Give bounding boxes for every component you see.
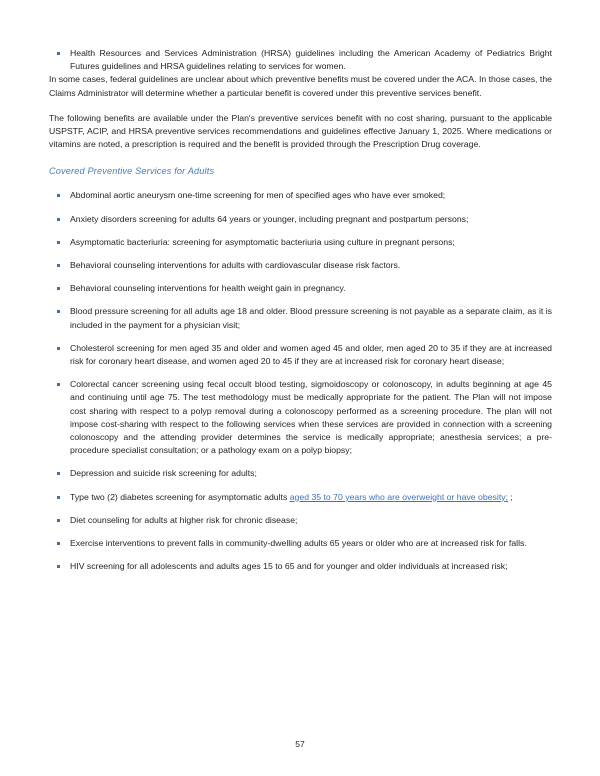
page-number: 57 [295,739,305,749]
diabetes-criteria-link[interactable] [290,492,508,502]
bullet-square-icon [57,218,60,221]
list-item-text: Diet counseling for adults at higher risk for chronic disease; [70,514,298,525]
list-item-text: Colorectal cancer screening using fecal occult blood testing, sigmoidoscopy or colonoscopy, in adults beginning at age 45 and continuing until age 75. The test methodology must be medically appropriate for the patient. The Plan will not impose cost sharing with respect to a polyp removal during a colonoscopy performed as a screening procedure. The plan will not impose cost-sharing with respect to the following services when these services are provided in connection with a screening colonoscopy and the attending provider determines the service is medically appropriate; anesthesia services; a pre-procedure specialist consultation; or a pathology exam on a polyp biopsy; [70,379,552,456]
bullet-square-icon [57,542,60,545]
diabetes-criteria-link-suffix: ; [505,491,508,502]
bullet-square-icon [57,241,60,244]
list-item-text: Depression and suicide risk screening for adults; [70,468,257,479]
bullet-square-icon [57,565,60,568]
list-item-text: Exercise interventions to prevent falls in community-dwelling adults 65 years or older who are at increased risk for falls. [70,538,527,549]
paragraph-benefits-available: The following benefits are available under the Plan's preventive services benefit with no cost sharing, pursuant to the applicable USPSTF, ACIP, and HRSA preventive services recommendations and guidelines effective January 1, 2025. Where medications or vitamins are noted, a prescription is required and the benefit is provided through the Prescription Drug coverage. [49,112,552,150]
list-item-text: Abdominal aortic aneurysm one-time screening for men of specified ages who have ever smoked; [70,190,446,201]
paragraph-unclear-guidelines: In some cases, federal guidelines are unclear about which preventive benefits must be covered under the ACA. In those cases, the Claims Administrator will determine whether a particular benefit is covered under this preventive services benefit. [49,74,552,98]
list-item-behavioral-counseling-cardiovascular [49,259,552,272]
covered-services-list [49,189,552,573]
list-item-text-prefix: Type two (2) diabetes screening for asymptomatic adults [70,491,290,502]
list-item-hiv-screening [49,560,552,573]
list-item-cholesterol-screening [49,342,552,368]
bullet-square-icon [57,347,60,350]
list-item-type-two-diabetes-screening [49,491,552,504]
list-item-text: Asymptomatic bacteriuria: screening for asymptomatic bacteriuria using culture in pregnant persons; [70,236,455,247]
bullet-square-icon [57,52,60,55]
bullet-square-icon [57,264,60,267]
list-item-colorectal-cancer-screening [49,378,552,457]
bullet-square-icon [57,383,60,386]
list-item-exercise-interventions-falls [49,537,552,550]
list-item-text-suffix: ; [508,491,513,502]
list-item-text: Behavioral counseling interventions for adults with cardiovascular disease risk factors. [70,260,401,271]
bullet-square-icon [57,194,60,197]
list-item [49,47,552,73]
list-item-text: Anxiety disorders screening for adults 64 years or younger, including pregnant and postpartum persons; [70,213,469,224]
page-content [49,47,552,573]
bullet-square-icon [57,287,60,290]
list-item-behavioral-counseling-weight-gain [49,282,552,295]
list-item-text: HIV screening for all adolescents and adults ages 15 to 65 and for younger and older individuals at increased risk; [70,561,508,572]
list-item-text: Behavioral counseling interventions for health weight gain in pregnancy. [70,283,346,294]
diabetes-criteria-link-text: aged 35 to 70 years who are overweight or have obesity [289,491,506,502]
list-item-abdominal-aortic-aneurysm [49,189,552,202]
list-item-anxiety-disorders [49,213,552,226]
list-item-text: Cholesterol screening for men aged 35 and older and women aged 45 and older, men aged 20 to 35 if they are at increased risk for coronary heart disease, and women aged 20 to 45 if they are at increased risk for coronary heart disease; [70,342,552,367]
bullet-square-icon [57,519,60,522]
list-item-diet-counseling [49,514,552,527]
list-item-text: Blood pressure screening for all adults age 18 and older. Blood pressure screening is not payable as a separate claim, as it is included in the payment for a physician visit; [70,306,552,330]
list-item-asymptomatic-bacteriuria [49,236,552,249]
bullet-square-icon [57,496,60,499]
list-item-depression-suicide-risk [49,467,552,480]
section-heading-covered-preventive-services-for-adults: Covered Preventive Services for Adults [49,166,215,177]
bullet-square-icon [57,310,60,313]
lead-bullet-list [49,47,552,73]
bullet-square-icon [57,472,60,475]
list-item-blood-pressure-screening [49,305,552,331]
list-item-text: Health Resources and Services Administration (HRSA) guidelines including the American Academy of Pediatrics Bright Futures guidelines and HRSA guidelines relating to services for women. [70,48,552,72]
